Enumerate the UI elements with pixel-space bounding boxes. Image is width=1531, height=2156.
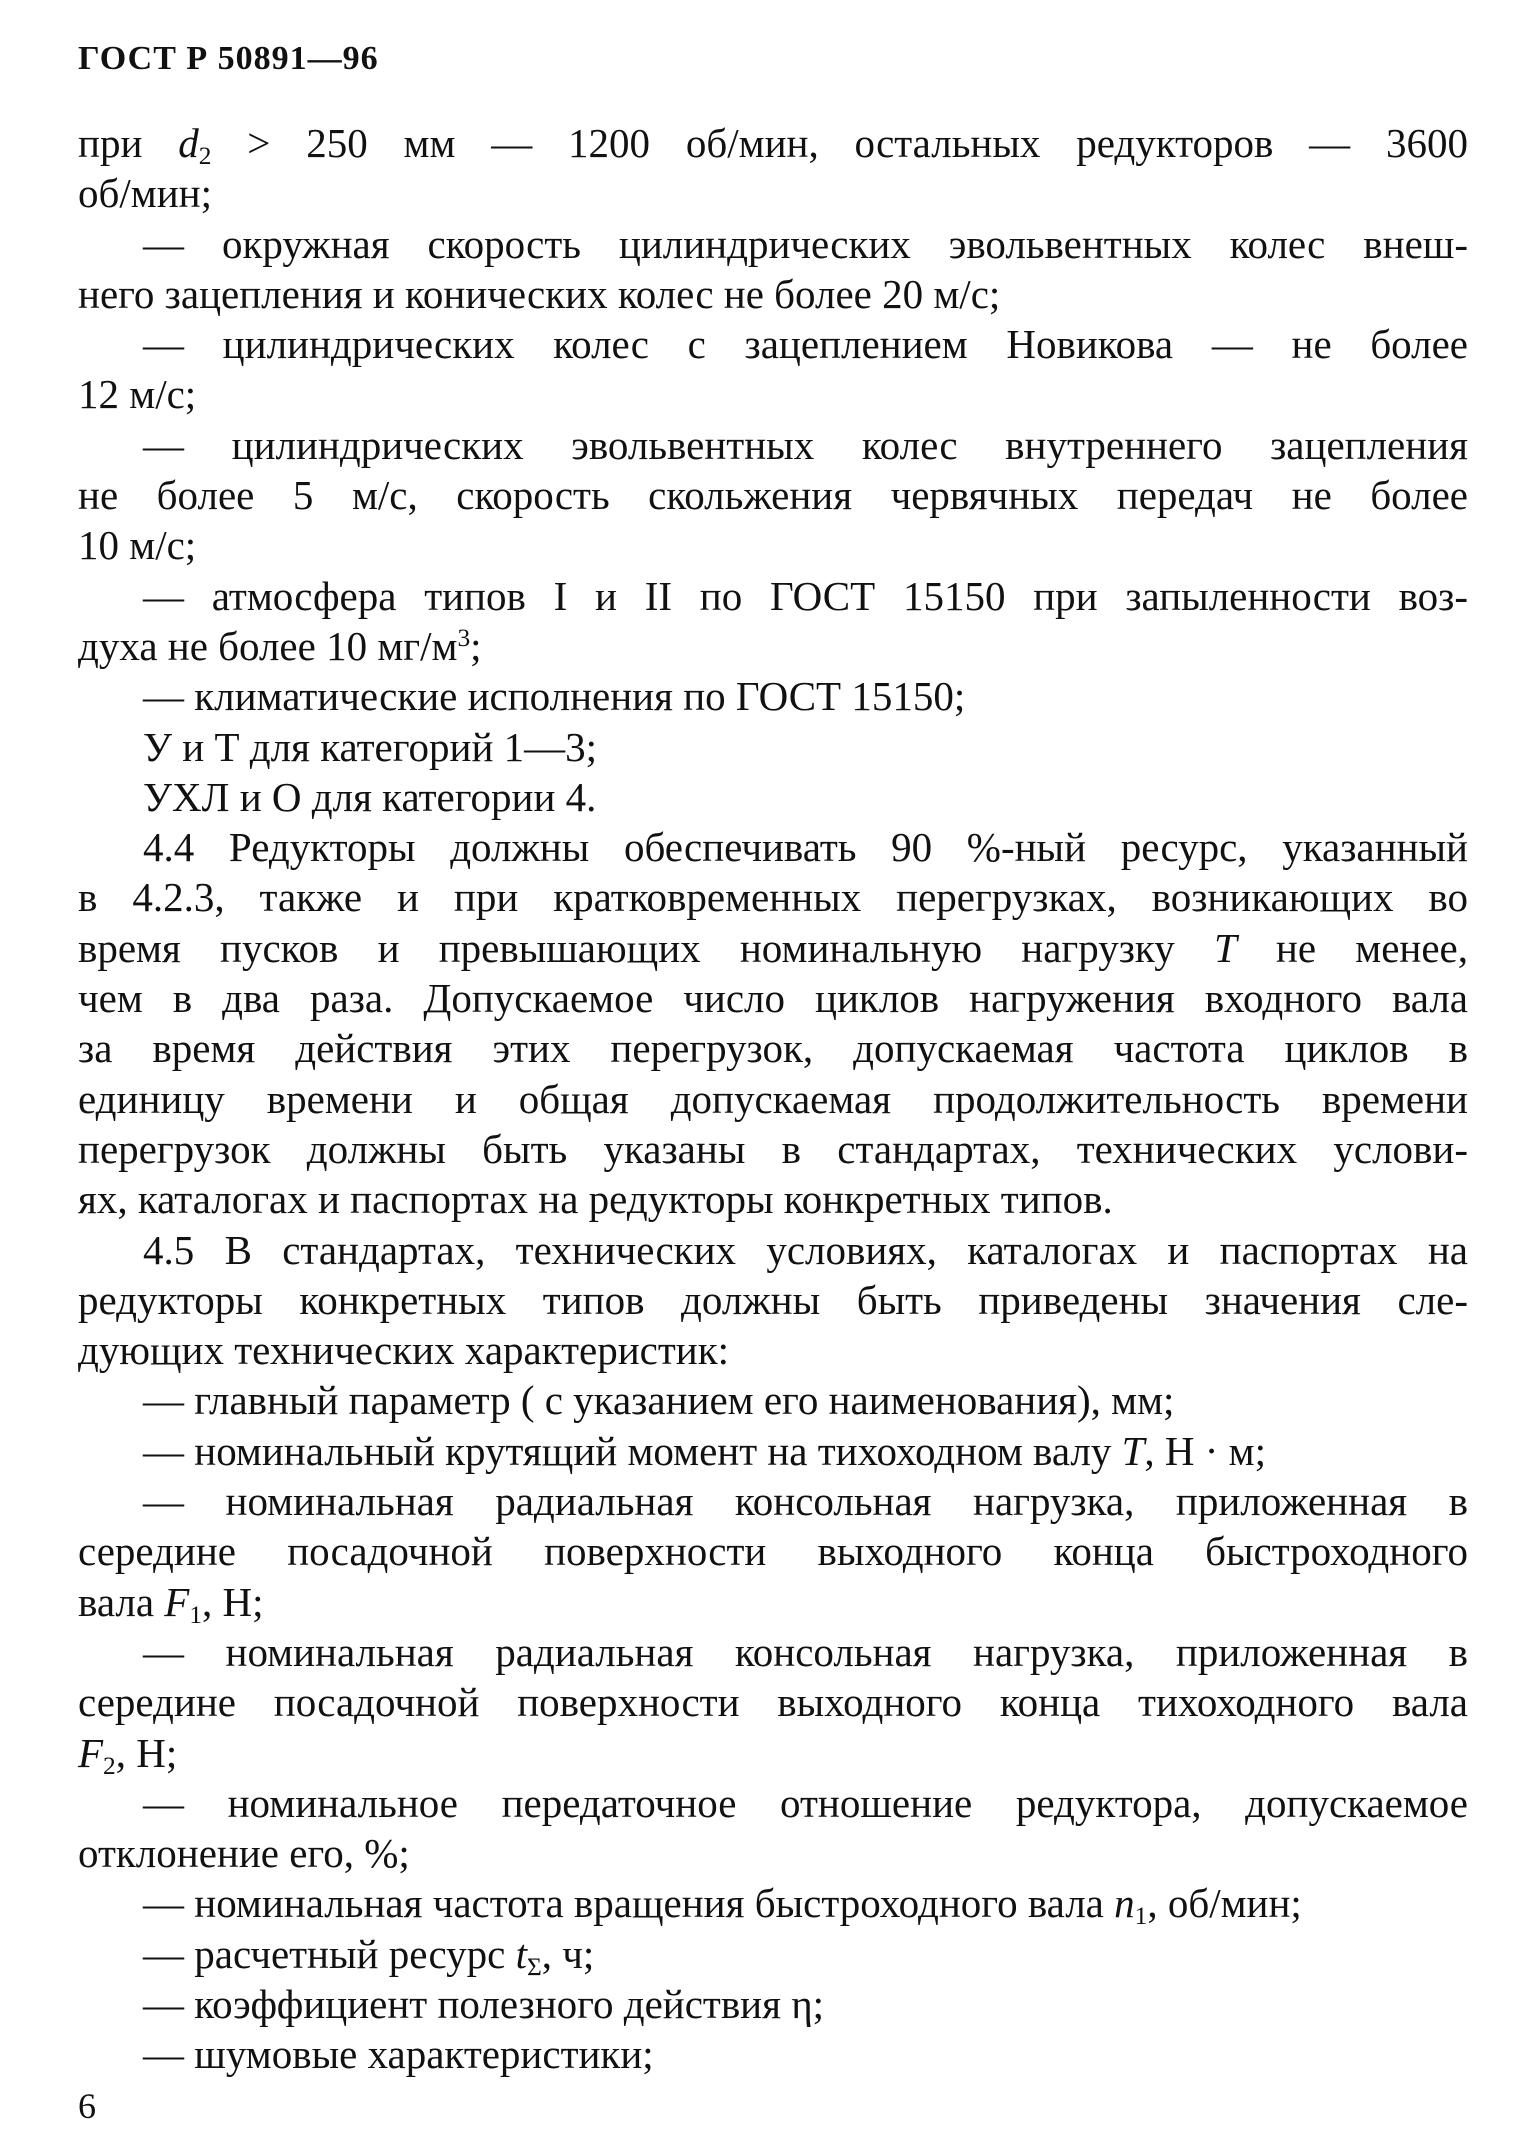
list-item: — номинальная радиальная консольная нагрузка, приложенная в (143, 1478, 1468, 1525)
document-header: ГОСТ Р 50891—96 (78, 40, 379, 77)
list-item: — цилиндрических колес с зацеплением Новикова — не более (143, 321, 1468, 368)
text-line: вала $F_1$, Н; (78, 1578, 264, 1629)
page-number: 6 (78, 2086, 96, 2126)
list-item: — номинальная радиальная консольная нагрузка, приложенная в (143, 1628, 1468, 1675)
text-line: УХЛ и О для категории 4. (143, 773, 597, 820)
text-line: дующих технических характеристик: (78, 1327, 730, 1374)
text-line: время пусков и превышающих номинальную нагрузку T не менее, (78, 924, 1468, 971)
list-item: — главный параметр ( с указанием его наименования), мм; (143, 1377, 1175, 1424)
list-item: — расчетный ресурс $t_\Sigma$, ч; (143, 1930, 595, 1981)
list-item: — номинальное передаточное отношение редуктора, допускаемое (143, 1779, 1468, 1826)
text-line: середине посадочной поверхности выходного конца тихоходного вала (78, 1679, 1468, 1726)
list-item: — номинальная частота вращения быстроходного вала $n_1$, об/мин; (143, 1880, 1302, 1931)
text-line: в 4.2.3, также и при кратковременных перегрузках, возникающих во (78, 874, 1468, 921)
paragraph-4-5: 4.5 В стандартах, технических условиях, каталогах и паспортах на (143, 1226, 1468, 1273)
text-line: середине посадочной поверхности выходного конца быстроходного (78, 1528, 1468, 1575)
list-item: — номинальный крутящий момент на тихоходном валу T, Н · м; (143, 1427, 1267, 1474)
text-line: чем в два раза. Допускаемое число циклов нагружения входного вала (78, 975, 1468, 1022)
text-line: У и Т для категорий 1—3; (143, 723, 598, 770)
text-line: отклонение его, %; (78, 1830, 410, 1877)
paragraph-4-4: 4.4 Редукторы должны обеспечивать 90 %-ный ресурс, указанный (143, 824, 1468, 871)
text-line: 12 м/с; (78, 371, 197, 418)
text-line: него зацепления и конических колес не более 20 м/с; (78, 270, 1001, 317)
text-line: при $d_2 > 250$ мм — 1200 об/мин, остальных редукторов — 3600 (78, 120, 1468, 169)
list-item: — окружная скорость цилиндрических эвольвентных колес внеш- (143, 220, 1468, 267)
list-item: — атмосфера типов I и II по ГОСТ 15150 при запыленности воз- (143, 572, 1468, 619)
list-item: — цилиндрических эвольвентных колес внутреннего зацепления (143, 421, 1468, 468)
text-line: ях, каталогах и паспортах на редукторы конкретных типов. (78, 1176, 1113, 1223)
text-line: перегрузок должны быть указаны в стандартах, технических услови- (78, 1125, 1468, 1172)
text-line: единицу времени и общая допускаемая продолжительность времени (78, 1075, 1468, 1122)
document-body (78, 118, 1468, 2080)
text-line: не более 5 м/с, скорость скольжения червячных передач не более (78, 472, 1468, 519)
text-line: за время действия этих перегрузок, допускаемая частота циклов в (78, 1025, 1468, 1072)
text-line: духа не более 10 $мг/м^3$; (78, 622, 482, 669)
text-line: $F_2$, Н; (78, 1729, 178, 1780)
list-item: — коэффициент полезного действия η; (143, 1980, 825, 2027)
text-line: об/мин; (78, 170, 212, 217)
text-line: редукторы конкретных типов должны быть приведены значения сле- (78, 1276, 1468, 1323)
list-item: — климатические исполнения по ГОСТ 15150; (143, 673, 966, 720)
list-item: — шумовые характеристики; (143, 2031, 654, 2078)
text-line: 10 м/с; (78, 522, 197, 569)
